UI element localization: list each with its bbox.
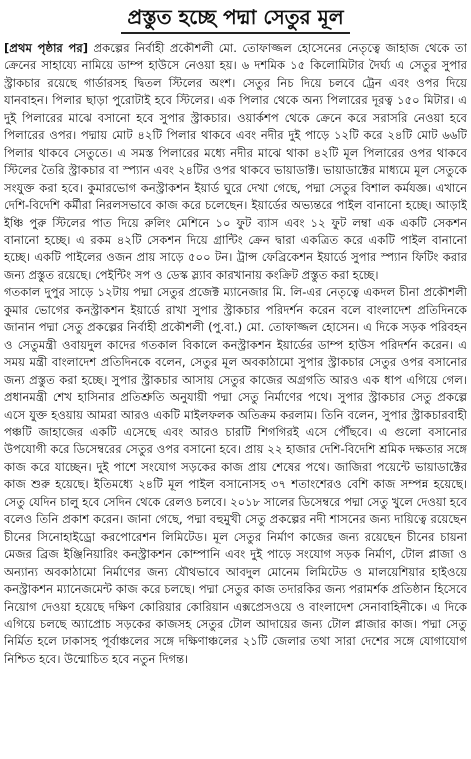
continued-from-ref: [প্রথম পৃষ্ঠার পর] [4, 41, 89, 55]
headline-text: প্রস্তুত হচ্ছে পদ্মা সেতুর মূল [121, 4, 349, 34]
article-paragraph-2: গতকাল দুপুর সাড়ে ১২টায় পদ্মা সেতুর প্রজেক্ট ম্যানেজার মি. লি-এর নেতৃত্বে একদল চীনা প্রকৌশলী কুমার ভোগের কনস্ট্রাকশন ইয়ার্ডে রাখা সুপার স্ট্রাকচার পরিদর্শন করেন বলে বাংলাদেশ প্রতিদিনকে জানান পদ্মা সেতু প্রকল্পের নির্বাহী প্রকৌশলী (পু.বা.) মো. তোফাজ্জল হোসেন। এ দিকে সড়ক পরিবহন ও সেতুমন্ত্রী ওবায়দুল কাদের গতকাল বিকালে কনস্ট্রাকশন ইয়ার্ডের ডাম্প হাউস পরিদর্শন করেন। এ সময় মন্ত্রী বাংলাদেশ প্রতিদিনকে বলেন, সেতুর মূল অবকাঠামো সুপার স্ট্রাকচার সেতুর ওপর বসানোর জন্য প্রস্তুত করা হচ্ছে। সুপার স্ট্রাকচার আসায় সেতুর কাজের অগ্রগতি আরও এক ধাপ এগিয়ে গেল। প্রধানমন্ত্রী শেখ হাসিনার প্রতিশ্রুতি অনুযায়ী পদ্মা সেতু নির্মাণের পথে। সুপার স্ট্রাকচার সেতু প্রকল্পে এসে যুক্ত হওয়ায় আমরা আরও একটি মাইলফলক অতিক্রম করলাম। তিনি বলেন, সুপার স্ট্রাকচারবাহী পঞ্চটি জাহাজের একটি এসেছে এবং আরও চারটি শিগগিরই এসে পৌঁছবে। এ গুলো বসানোর উপযোগী করে ডিসেম্বরের সেতুর ওপর বসানো হবে। প্রায় ২২ হাজার দেশি-বিদেশি শ্রমিক দক্ষতার সঙ্গে কাজ করে যাচ্ছেন। দুই পাশে সংযোগ সড়কের কাজ প্রায় শেষের পথে। জাজিরা পয়েন্টে ভায়াডাক্টের কাজ শুরু হয়েছে। ইতিমধ্যে ২৪টি মূল পাইল বসানোসহ ৩৭ শতাংশেরও বেশি কাজ সম্পন্ন হয়েছে। সেতু যেদিন চালু হবে সেদিন থেকে রেলও চলবে। ২০১৮ সালের ডিসেম্বরে পদ্মা সেতু খুলে দেওয়া হবে বলেও তিনি প্রকাশ করেন। জানা গেছে, পদ্মা বহুমুখী সেতু প্রকল্পের নদী শাসনের জন্য দায়িত্বে রয়েছেন চীনের সিনোহাইড্রো করপোরেশন লিমিটেড। মূল সেতুর নির্মাণ কাজের জন্য রয়েছেন চীনের চায়না মেজর ব্রিজ ইঞ্জিনিয়ারিং কনস্ট্রাকশন কোম্পানি এবং দুই পাড়ে সংযোগ সড়ক নির্মাণ, টোল প্লাজা ও অন্যান্য অবকাঠামো নির্মাণের জন্য যৌথভাবে আবদুল মোনেম লিমিটেড ও মালয়েশিয়ার হাইওয়ে কনস্ট্রাকশন ম্যানেজমেন্ট কাজ করে চলছে। পদ্মা সেতুর কাজ তদারকির জন্য পরামর্শক প্রতিষ্ঠান হিসেবে নিয়োগ দেওয়া হয়েছে দক্ষিণ কোরিয়ার কোরিয়ান এক্সপ্রেসওয়ে ও বাংলাদেশ সেনাবাহিনীকে। এ দিকে এগিয়ে চলছে অ্যাপ্রোচ সড়কের কাজসহ সেতুর টোল আদায়ের জন্য টোল প্লাজার কাজ। পদ্মা সেতু নির্মিত হলে ঢাকাসহ পূর্বাঞ্চলের সঙ্গে দক্ষিণাঞ্চলের ২১টি জেলার তথা সারা দেশের সঙ্গে যোগাযোগ নিশ্চিত হবে। উন্মোচিত হবে নতুন দিগন্ত। [4, 285, 467, 666]
paragraph-1-text: প্রকল্পের নির্বাহী প্রকৌশলী মো. তোফাজ্জল হোসেনের নেতৃত্বে জাহাজ থেকে তা ক্রেনের সাহায্যে নামিয়ে ডাম্প হাউসে নেওয়া হয়। ৬ দশমিক ১৫ কিলোমিটার দৈর্ঘ্য এ সেতুর সুপার স্ট্রাকচার রয়েছে গার্ডারসহ দ্বিতল স্টিলের অংশ। সেতুর নিচ দিয়ে চলবে ট্রেন এবং ওপর দিয়ে যানবাহন। পিলার ছাড়া পুরোটাই হবে স্টিলের। এক পিলার থেকে অন্য পিলারের দূরত্ব ১৫০ মিটার। এ দুই পিলারের মাঝে বসানো হবে সুপার স্ট্রাকচার। ওয়ার্কশপ থেকে ক্রেনে করে সরাসরি নেওয়া হবে পিলারের ওপর। পদ্মায় মোট ৪২টি পিলার থাকবে এবং নদীর দুই পাড়ে ১২টি করে ২৪টি মোট ৬৬টি পিলার থাকবে সেতুতে। এ সমস্ত পিলারের মধ্যে নদীর মাঝে থাকা ৪২টি মূল পিলারের ওপর থাকবে স্টিলের তৈরি স্ট্রাকচার বা স্প্যান এবং ২৪টির ওপর থাকবে ভায়াডাক্ট। ভায়াডাক্টের মাধ্যমে মূল সেতুকে সংযুক্ত করা হবে। কুমারভোগ কনস্ট্রাকশন ইয়ার্ড ঘুরে দেখা গেছে, পদ্মা সেতুর বিশাল কর্মযজ্ঞ। এখানে দেশি-বিদেশি কর্মীরা নিরলসভাবে কাজ করে চলেছেন। ইয়ার্ডের অভ্যন্তরে পাইল বানানো হচ্ছে। আড়াই ইঞ্চি পুরু স্টিলের পাত দিয়ে রুলিং মেশিনে ১০ ফুট ব্যাস এবং ১২ ফুট লম্বা এক একটি সেকশন বানানো হচ্ছে। এ রকম ৪২টি সেকশন দিয়ে গ্রান্টিং ক্রেন দ্বারা একত্রিত করে একটি পাইল বানানো হচ্ছে। একটি পাইলের ওজন প্রায় সাড়ে ৫০০ টন। ট্রান্স ফেব্রিকেশন ইয়ার্ডে সুপার স্প্যান ফিটিং করার জন্য প্রস্তুত রয়েছে। পেইন্টিং সপ ও ডেস্ক স্ল্যাব কারখানায় কংক্রিট প্রস্তুত করা হচ্ছে। [4, 41, 467, 282]
article-paragraph-1 [4, 40, 467, 284]
news-article [4, 0, 467, 759]
article-headline [4, 4, 467, 34]
